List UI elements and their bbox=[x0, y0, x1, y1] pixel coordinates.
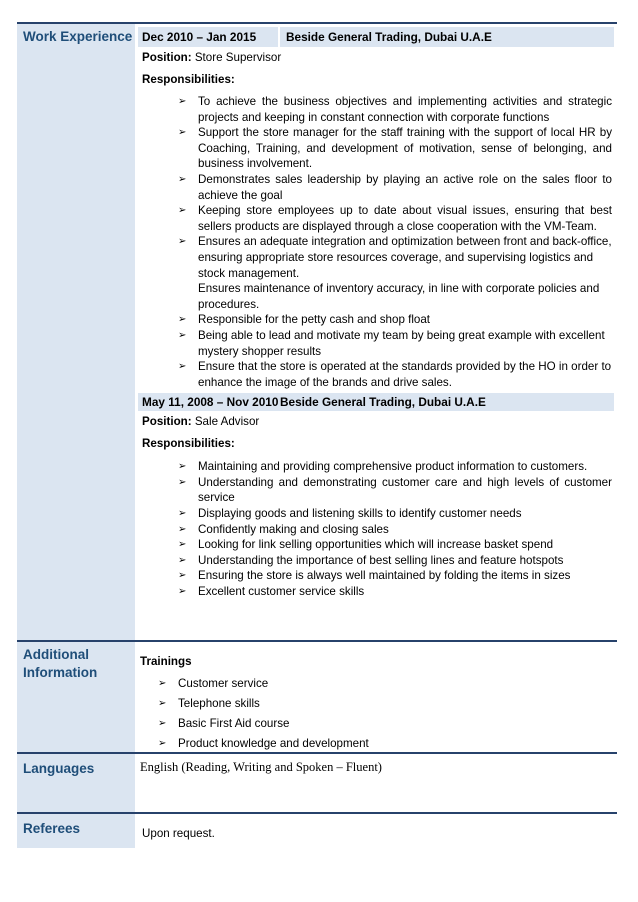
arrow-bullet-icon: ➢ bbox=[178, 314, 187, 326]
arrow-bullet-icon: ➢ bbox=[178, 570, 187, 582]
list-item: ➢ Maintaining and providing comprehensive product information to customers. bbox=[178, 460, 588, 474]
arrow-bullet-icon: ➢ bbox=[178, 461, 187, 473]
position-line bbox=[142, 414, 614, 430]
job-company: Beside General Trading, Dubai U.A.E bbox=[286, 30, 492, 44]
job-company: Beside General Trading, Dubai U.A.E bbox=[280, 395, 486, 410]
continuation-text: Ensures maintenance of inventory accuracy, in line with corporate policies and procedures. bbox=[198, 282, 600, 311]
languages-value: English (Reading, Writing and Spoken – Fluent) bbox=[140, 760, 382, 774]
arrow-bullet-icon: ➢ bbox=[158, 677, 167, 689]
list-item: ➢ Support the store manager for the staff training with the support of local HR by Coaching, Training, and development of motivation, sense of belonging, and business involvement. bbox=[178, 126, 612, 171]
header-divider bbox=[278, 27, 280, 47]
list-item: ➢ Ensure that the store is operated at the standards provided by the HO in order to enhance the image of the brands and drive sales. bbox=[178, 360, 612, 389]
referees-label-cell bbox=[17, 814, 135, 848]
work-experience-label-cell bbox=[17, 24, 135, 640]
additional-information-content bbox=[138, 644, 614, 754]
arrow-bullet-icon: ➢ bbox=[178, 523, 187, 535]
list-item: ➢ Keeping store employees up to date about visual issues, ensuring that best sellers products are displayed through a close cooperation with the VM-Team. bbox=[178, 204, 612, 233]
responsibilities-list bbox=[138, 459, 614, 599]
arrow-bullet-icon: ➢ bbox=[178, 127, 187, 139]
list-item: ➢ Excellent customer service skills bbox=[178, 585, 365, 599]
arrow-bullet-icon: ➢ bbox=[178, 236, 187, 248]
list-item: ➢ Responsible for the petty cash and shop float bbox=[178, 313, 431, 327]
job-header bbox=[138, 27, 614, 47]
trainings-list bbox=[138, 674, 614, 754]
list-item: ➢ To achieve the business objectives and implementing activities and strategic projects and keeping in constant connection with corporate functions bbox=[178, 95, 612, 124]
arrow-bullet-icon: ➢ bbox=[178, 508, 187, 520]
languages-label-cell bbox=[17, 754, 135, 812]
referees-value: Upon request. bbox=[142, 827, 215, 840]
list-item: ➢ Understanding the importance of best selling lines and feature hotspots bbox=[178, 553, 564, 567]
job-header bbox=[138, 393, 614, 411]
responsibilities-label: Responsibilities: bbox=[142, 437, 235, 451]
referees-content bbox=[142, 826, 618, 842]
position-label: Position: bbox=[142, 51, 192, 64]
arrow-bullet-icon: ➢ bbox=[178, 361, 187, 373]
list-item: ➢ Basic First Aid course bbox=[138, 714, 614, 734]
list-item: ➢ Understanding and demonstrating customer care and high levels of customer service bbox=[178, 475, 612, 505]
arrow-bullet-icon: ➢ bbox=[178, 96, 187, 107]
list-item: ➢ Demonstrates sales leadership by playing an active role on the sales floor to achieve the goal bbox=[178, 172, 612, 202]
arrow-bullet-icon: ➢ bbox=[178, 205, 187, 217]
arrow-bullet-icon: ➢ bbox=[158, 697, 167, 709]
list-item: ➢ Ensuring the store is always well maintained by folding the items in sizes bbox=[178, 569, 571, 583]
job-dates: Dec 2010 – Jan 2015 bbox=[142, 30, 257, 44]
responsibilities-list bbox=[138, 94, 614, 390]
position-value: Store Supervisor bbox=[194, 51, 282, 64]
position-line bbox=[142, 50, 614, 66]
list-item: ➢ Telephone skills bbox=[138, 694, 614, 714]
list-item: ➢ Displaying goods and listening skills to identify customer needs bbox=[178, 507, 522, 521]
additional-information-label-cell bbox=[17, 642, 135, 752]
trainings-title: Trainings bbox=[140, 655, 192, 668]
work-experience-content bbox=[138, 27, 614, 600]
list-item: ➢ Product knowledge and development bbox=[138, 734, 614, 754]
list-item: ➢ Ensures an adequate integration and optimization between front and back-office, ensuring appropriate store resources coverage, and supervising logistics and stock management. Ensures maintenance of inventory accuracy, in line with corporate policies and procedures. bbox=[178, 235, 612, 311]
list-item: ➢ Confidently making and closing sales bbox=[178, 522, 389, 536]
responsibilities-label: Responsibilities: bbox=[142, 73, 235, 86]
additional-information-heading: Additional Information bbox=[23, 647, 98, 680]
list-item: ➢ Being able to lead and motivate my team by being great example with excellent mystery shopper results bbox=[178, 328, 605, 358]
list-item: ➢ Looking for link selling opportunities which will increase basket spend bbox=[178, 538, 554, 552]
list-item: ➢ Customer service bbox=[138, 674, 614, 694]
arrow-bullet-icon: ➢ bbox=[158, 737, 167, 749]
arrow-bullet-icon: ➢ bbox=[178, 173, 187, 185]
position-label: Position: bbox=[142, 415, 192, 429]
arrow-bullet-icon: ➢ bbox=[178, 539, 187, 551]
arrow-bullet-icon: ➢ bbox=[158, 717, 167, 729]
arrow-bullet-icon: ➢ bbox=[178, 586, 187, 598]
work-experience-heading: Work Experience bbox=[23, 29, 133, 44]
referees-heading: Referees bbox=[23, 821, 81, 836]
arrow-bullet-icon: ➢ bbox=[178, 554, 187, 566]
position-value: Sale Advisor bbox=[194, 415, 260, 429]
languages-heading: Languages bbox=[23, 761, 95, 776]
job-dates: May 11, 2008 – Nov 2010 bbox=[142, 395, 279, 410]
arrow-bullet-icon: ➢ bbox=[178, 329, 187, 341]
languages-content bbox=[140, 760, 616, 776]
arrow-bullet-icon: ➢ bbox=[178, 476, 187, 488]
